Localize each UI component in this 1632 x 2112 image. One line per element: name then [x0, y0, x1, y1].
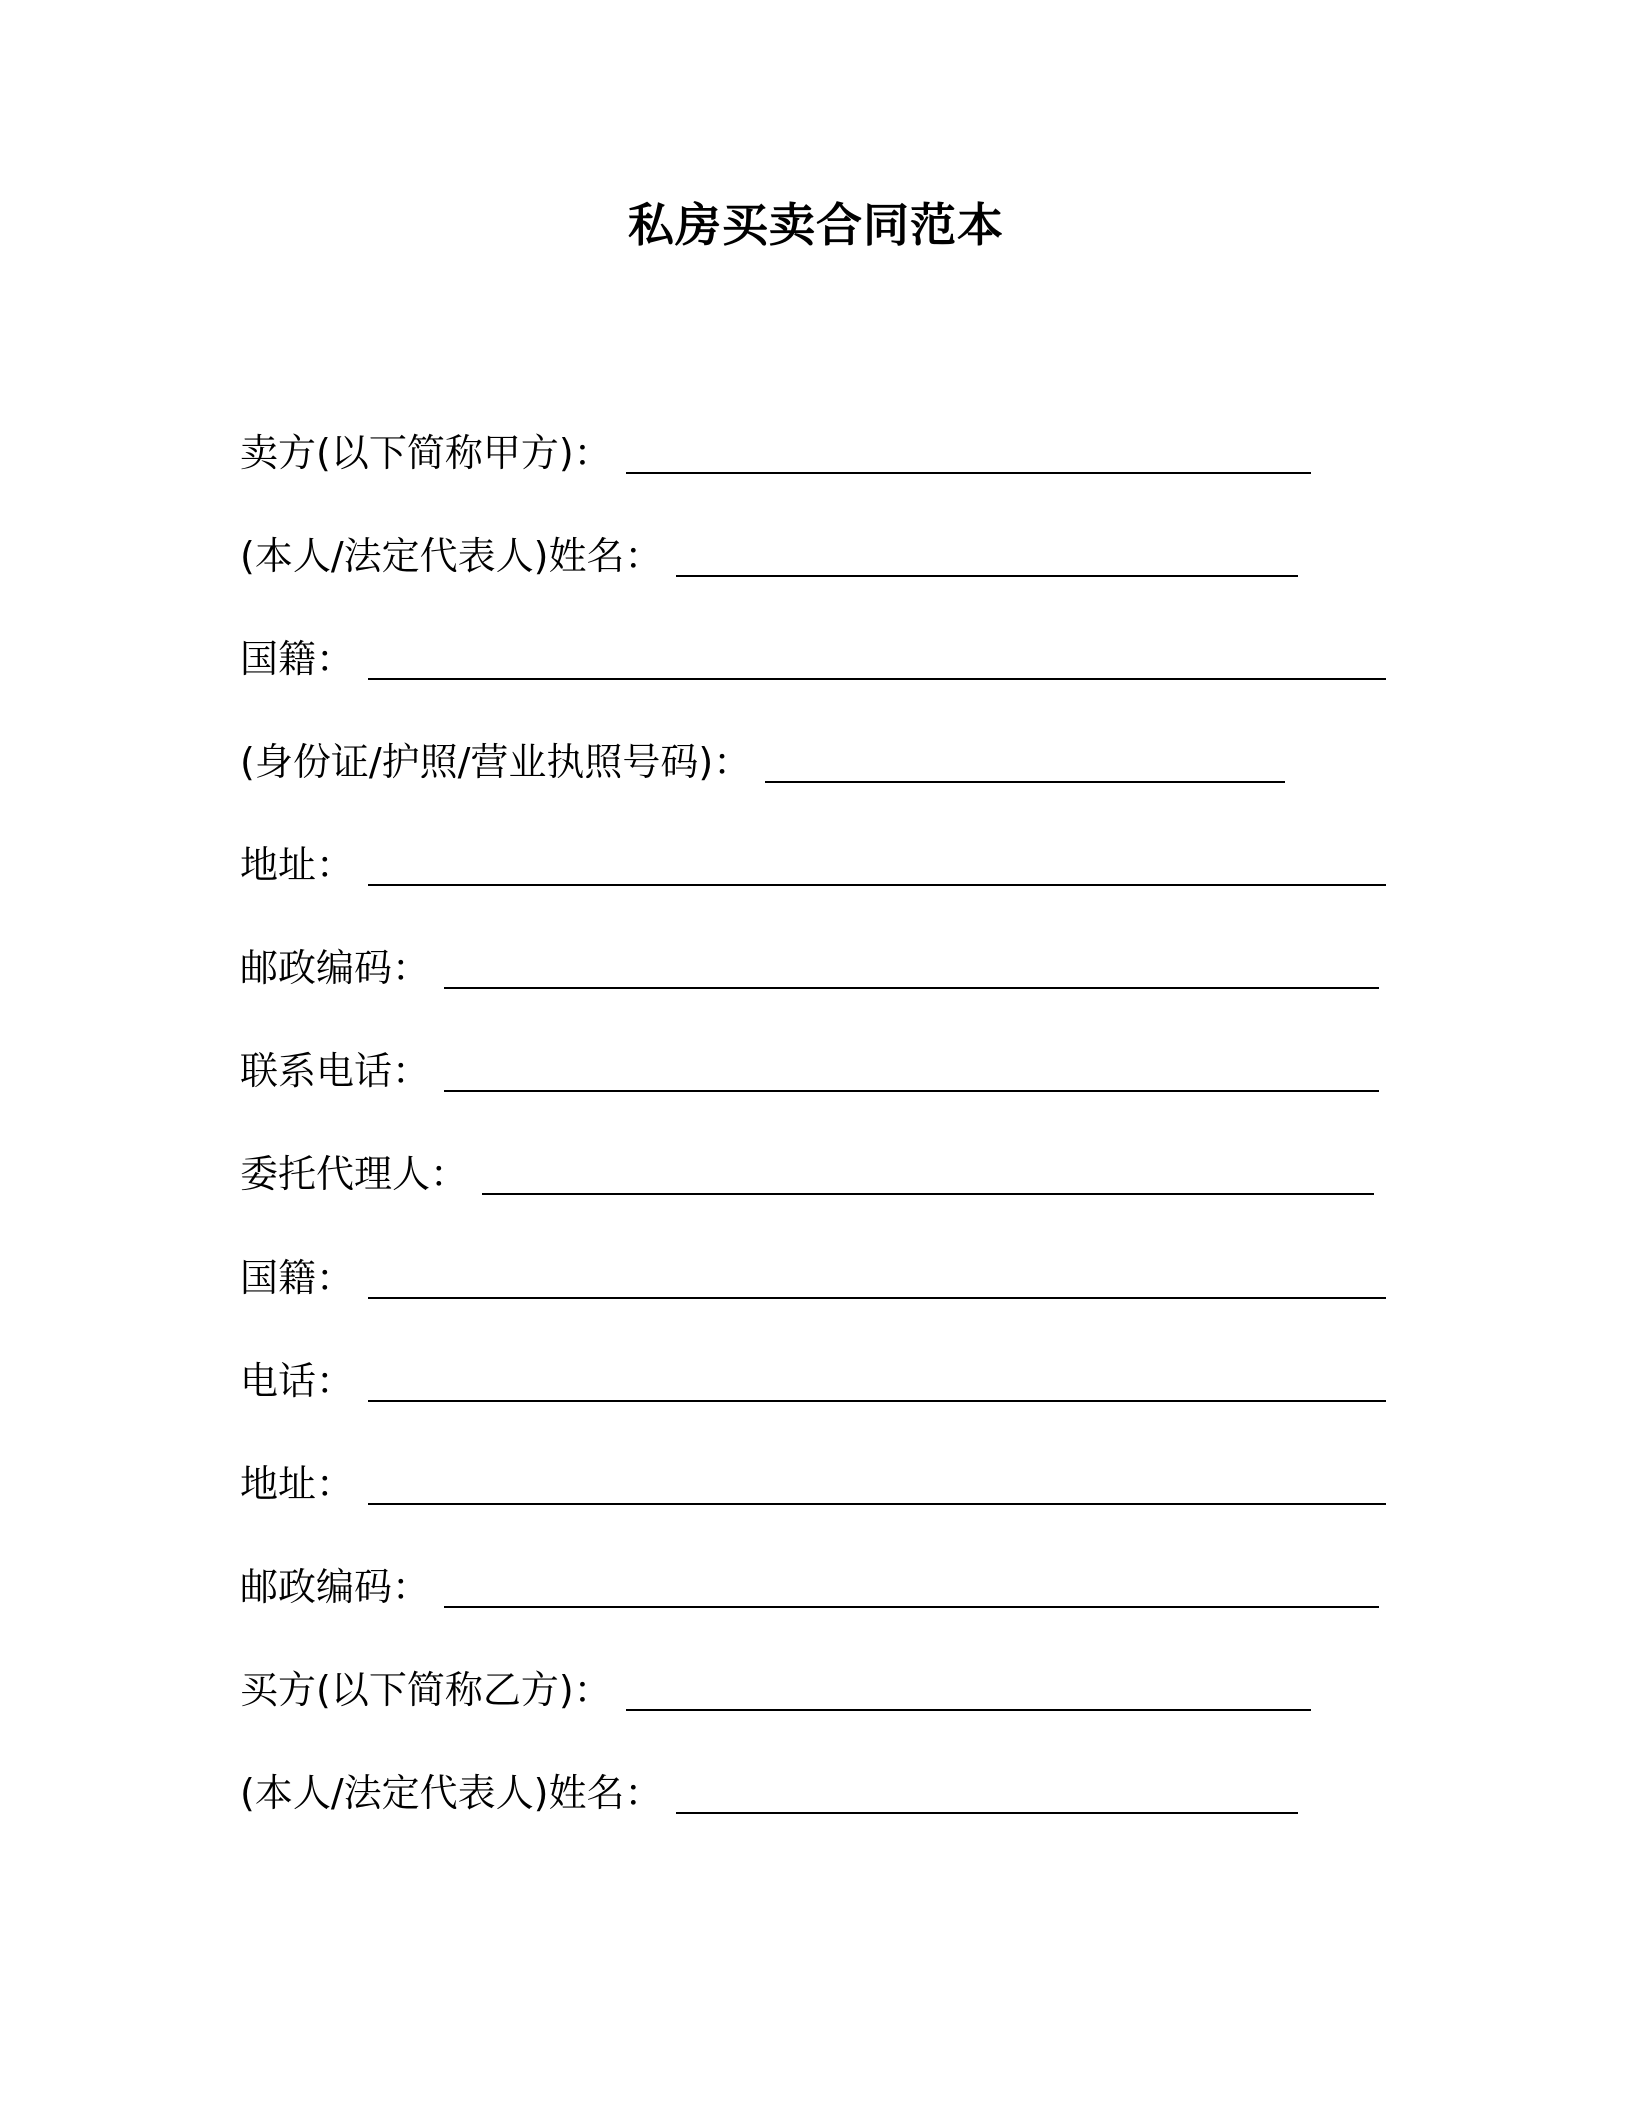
document-title: 私房买卖合同范本 [628, 198, 1004, 252]
field-label: (身份证/护照/营业执照号码)： [240, 740, 752, 784]
field-seller-phone [240, 1036, 1379, 1096]
fill-in-blank [626, 434, 1311, 474]
field-label: 卖方(以下简称甲方)： [240, 431, 612, 475]
fill-in-blank [368, 1362, 1386, 1402]
field-label: 地址： [240, 1462, 355, 1506]
field-agent [240, 1139, 1374, 1199]
field-agent-nationality [240, 1243, 1386, 1303]
fill-in-blank [765, 743, 1285, 783]
field-label: 邮政编码： [240, 946, 431, 990]
field-label: 联系电话： [240, 1049, 431, 1093]
field-seller-nationality [240, 624, 1386, 684]
field-agent-address [240, 1449, 1386, 1509]
fill-in-blank [444, 1052, 1379, 1092]
field-label: 电话： [240, 1359, 355, 1403]
fill-in-blank [444, 949, 1379, 989]
fill-in-blank [626, 1671, 1311, 1711]
fill-in-blank [368, 846, 1386, 886]
field-seller-name [240, 521, 1298, 581]
field-seller [240, 418, 1311, 478]
fill-in-blank [482, 1155, 1374, 1195]
field-label: (本人/法定代表人)姓名： [240, 1771, 663, 1815]
field-buyer-name [240, 1758, 1298, 1818]
field-label: 邮政编码： [240, 1565, 431, 1609]
field-seller-id-number [240, 727, 1285, 787]
field-label: (本人/法定代表人)姓名： [240, 534, 663, 578]
fill-in-blank [444, 1568, 1379, 1608]
field-label: 地址： [240, 843, 355, 887]
fill-in-blank [676, 1774, 1298, 1814]
field-label: 委托代理人： [240, 1152, 469, 1196]
fill-in-blank [368, 640, 1386, 680]
fill-in-blank [368, 1465, 1386, 1505]
field-buyer [240, 1655, 1311, 1715]
field-seller-address [240, 830, 1386, 890]
field-agent-postcode [240, 1552, 1379, 1612]
field-label: 买方(以下简称乙方)： [240, 1668, 612, 1712]
fill-in-blank [676, 537, 1298, 577]
fill-in-blank [368, 1259, 1386, 1299]
field-label: 国籍： [240, 637, 355, 681]
field-label: 国籍： [240, 1256, 355, 1300]
field-seller-postcode [240, 933, 1379, 993]
field-agent-phone [240, 1346, 1386, 1406]
